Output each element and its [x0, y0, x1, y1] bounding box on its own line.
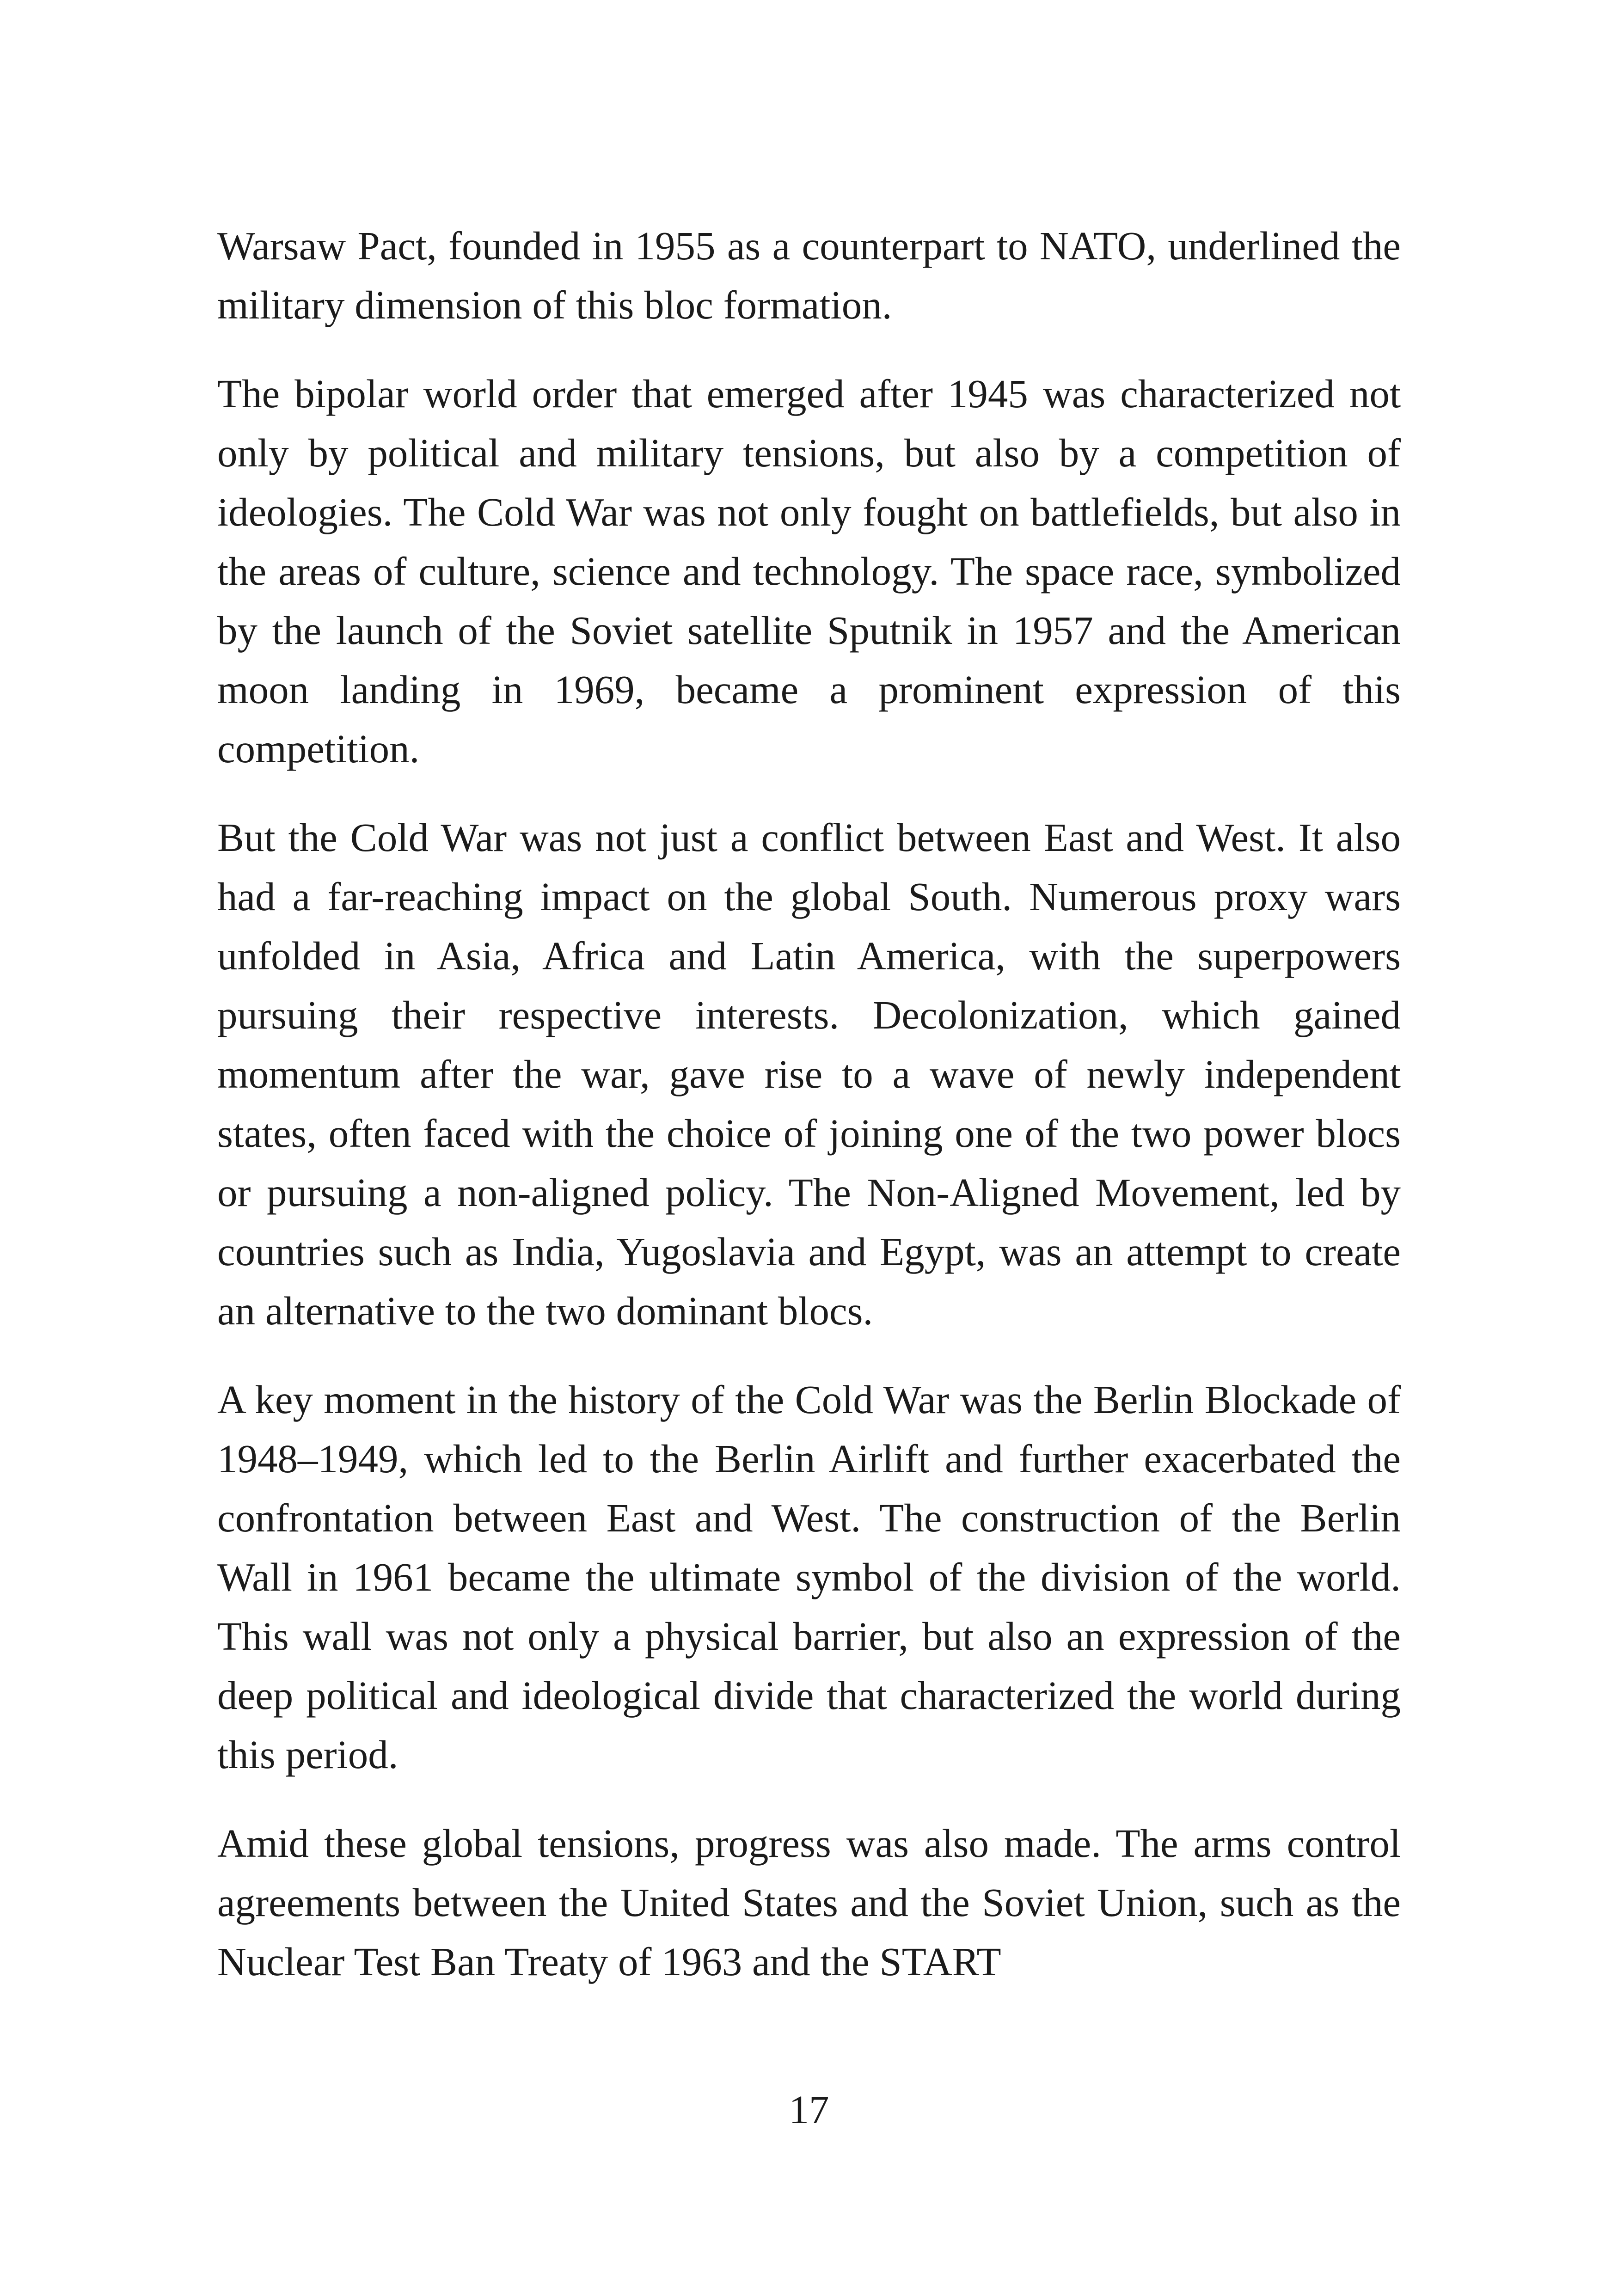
paragraph-5: Amid these global tensions, progress was also made. The arms control agreements between the United States and the Soviet Union, such as the Nuclear Test Ban Treaty of 1963 and the START: [217, 1821, 1401, 1984]
paragraph-4: A key moment in the history of the Cold War was the Berlin Blockade of 1948–1949, which led to the Berlin Airlift and further exacerbated the confrontation between East and West. The construction of the Berlin Wall in 1961 became the ultimate symbol of the division of the world. This wall was not only a physical barrier, but also an expression of the deep political and ideological divide that characterized the world during this period.: [217, 1377, 1401, 1777]
paragraph-3: But the Cold War was not just a conflict between East and West. It also had a far-reaching impact on the global South. Numerous proxy wars unfolded in Asia, Africa and Latin America, with the superpowers pursuing their respective interests. Decolonization, which gained momentum after the war, gave rise to a wave of newly independent states, often faced with the choice of joining one of the two power blocs or pursuing a non-aligned policy. The Non-Aligned Movement, led by countries such as India, Yugoslavia and Egypt, was an attempt to create an alternative to the two dominant blocs.: [217, 815, 1401, 1333]
page-number: 17: [789, 2087, 829, 2132]
paragraph-1: Warsaw Pact, founded in 1955 as a counterpart to NATO, underlined the military dimension of this bloc formation.: [217, 223, 1401, 327]
paragraph-2: The bipolar world order that emerged after 1945 was characterized not only by political and military tensions, but also by a competition of ideologies. The Cold War was not only fought on battlefields, but also in the areas of culture, science and technology. The space race, symbolized by the launch of the Soviet satellite Sputnik in 1957 and the American moon landing in 1969, became a prominent expression of this competition.: [217, 371, 1401, 771]
body-text: [217, 216, 1401, 2021]
